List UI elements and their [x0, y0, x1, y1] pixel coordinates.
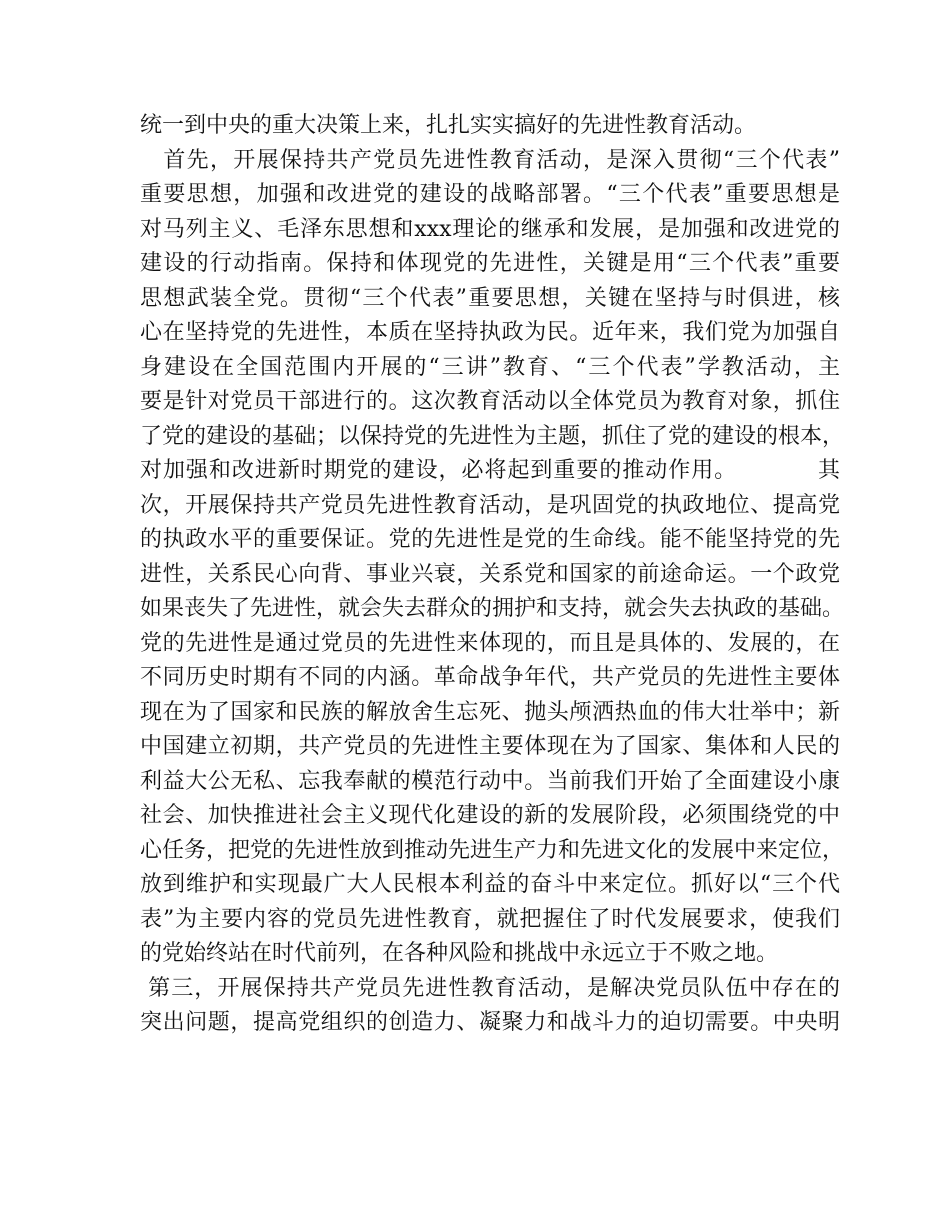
- text-line: 首先，开展保持共产党员先进性教育活动，是深入贯彻“三个代表”: [140, 147, 840, 173]
- body-text: [140, 109, 845, 1041]
- text-line: 了党的建设的基础；以保持党的先进性为主题，抓住了党的建设的根本，: [140, 423, 845, 449]
- text-line: 放到维护和实现最广大人民根本利益的奋斗中来定位。抓好以“三个代: [140, 872, 840, 897]
- text-line: 不同历史时期有不同的内涵。革命战争年代，共产党员的先进性主要体: [140, 665, 840, 690]
- text-line: 如果丧失了先进性，就会失去群众的拥护和支持，就会失去执政的基础。: [140, 596, 845, 621]
- text-line: 表”为主要内容的党员先进性教育，就把握住了时代发展要求，使我们: [140, 906, 840, 932]
- text-line: 党的先进性是通过党员的先进性来体现的，而且是具体的、发展的，在: [140, 630, 840, 656]
- text-line: 第三，开展保持共产党员先进性教育活动，是解决党员队伍中存在的: [140, 975, 840, 1001]
- text-line: 的党始终站在时代前列，在各种风险和挑战中永远立于不败之地。: [140, 941, 779, 966]
- text-line: 次，开展保持共产党员先进性教育活动，是巩固党的执政地位、提高党: [140, 492, 840, 518]
- text-line: 的执政水平的重要保证。党的先进性是党的生命线。能不能坚持党的先: [140, 527, 840, 552]
- text-line: 对加强和改进新时期党的建设，必将起到重要的推动作用。 其: [140, 458, 840, 483]
- text-line: 心在坚持党的先进性，本质在坚持执政为民。近年来，我们党为加强自: [140, 320, 840, 345]
- text-line: 现在为了国家和民族的解放舍生忘死、抛头颅洒热血的伟大壮举中；新: [140, 699, 840, 725]
- text-line: 重要思想，加强和改进党的建设的战略部署。“三个代表”重要思想是: [140, 182, 840, 207]
- text-line: 突出问题，提高党组织的创造力、凝聚力和战斗力的迫切需要。中央明: [140, 1010, 840, 1035]
- text-line: 身建设在全国范围内开展的“三讲”教育、“三个代表”学教活动，主: [140, 354, 840, 380]
- text-line: 进性，关系民心向背、事业兴衰，关系党和国家的前途命运。一个政党: [140, 561, 840, 587]
- text-line: 思想武装全党。贯彻“三个代表”重要思想，关键在坚持与时俱进，核: [140, 285, 840, 311]
- text-line: 利益大公无私、忘我奉献的模范行动中。当前我们开始了全面建设小康: [140, 768, 840, 794]
- text-line: 心任务，把党的先进性放到推动先进生产力和先进文化的发展中来定位，: [140, 837, 845, 863]
- text-line: 对马列主义、毛泽东思想和xxx理论的继承和发展，是加强和改进党的: [140, 216, 840, 242]
- text-line: 统一到中央的重大决策上来，扎扎实实搞好的先进性教育活动。: [140, 113, 757, 138]
- text-line: 建设的行动指南。保持和体现党的先进性，关键是用“三个代表”重要: [140, 251, 840, 276]
- text-line: 要是针对党员干部进行的。这次教育活动以全体党员为教育对象，抓住: [140, 389, 840, 414]
- text-line: 中国建立初期，共产党员的先进性主要体现在为了国家、集体和人民的: [140, 734, 840, 759]
- text-line: 社会、加快推进社会主义现代化建设的新的发展阶段，必须围绕党的中: [140, 803, 840, 828]
